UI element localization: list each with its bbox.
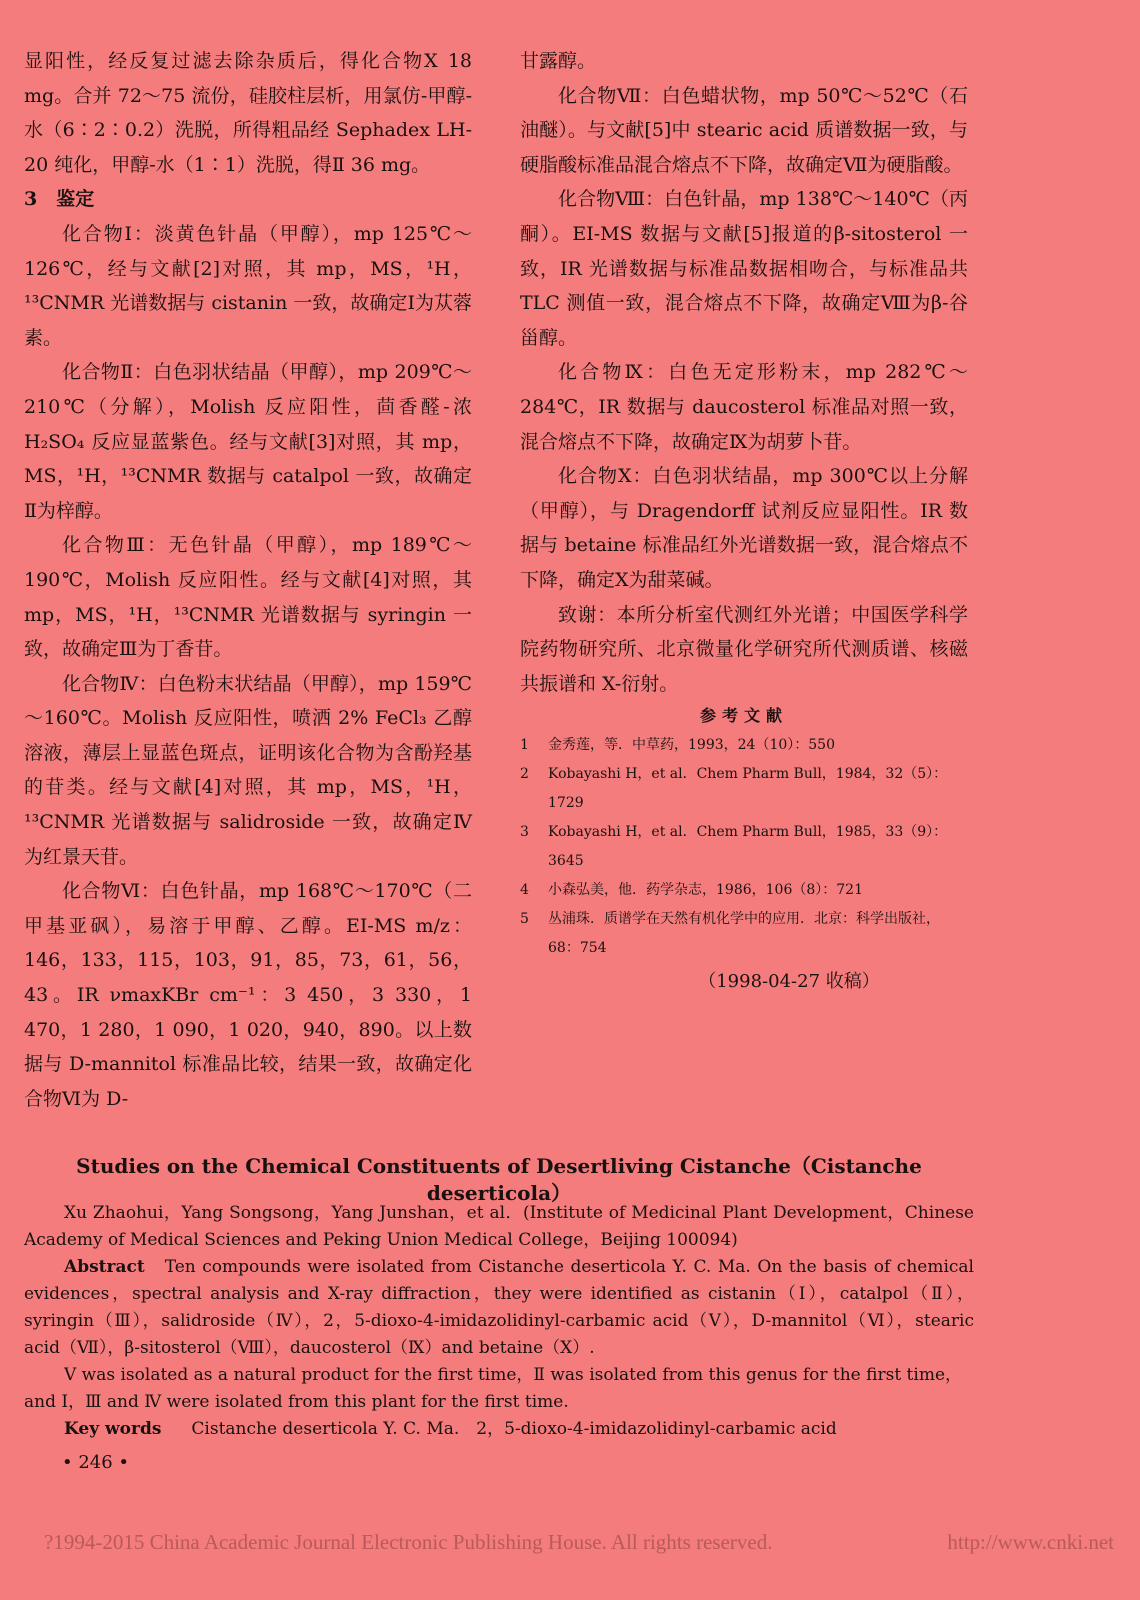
acknowledgement: 致谢：本所分析室代测红外光谱；中国医学科学院药物研究所、北京微量化学研究所代测质谱、核磁共振谱和 X-衍射。 bbox=[520, 603, 968, 695]
english-keywords bbox=[24, 1416, 974, 1443]
english-abstract bbox=[24, 1254, 974, 1362]
received-date: （1998-04-27 收稿） bbox=[698, 971, 880, 993]
reference-item bbox=[520, 731, 968, 760]
reference-number: 2 bbox=[520, 766, 529, 783]
keywords-text: Cistanche deserticola Y. C. Ma. 2，5-dioxo-4-imidazolidinyl-carbamic acid bbox=[191, 1419, 837, 1439]
reference-item bbox=[520, 818, 968, 876]
references-list bbox=[520, 731, 968, 963]
reference-number: 4 bbox=[520, 882, 529, 899]
references-title: 参考文献 bbox=[699, 706, 788, 726]
compound-7-paragraph: 化合物Ⅶ：白色蜡状物，mp 50℃～52℃（石油醚）。与文献[5]中 stearic acid 质谱数据一致，与硬脂酸标准品混合熔点不下降，故确定Ⅶ为硬脂酸。 bbox=[520, 84, 968, 176]
compound-3-paragraph: 化合物Ⅲ：无色针晶（甲醇），mp 189℃～190℃，Molish 反应阳性。经与文献[4]对照，其 mp，MS，¹H，¹³CNMR 光谱数据与 syringin 一致，故确定Ⅲ为丁香苷。 bbox=[24, 534, 472, 661]
reference-item bbox=[520, 905, 968, 963]
compound-10-paragraph: 化合物Ⅹ：白色羽状结晶，mp 300℃以上分解（甲醇），与 Dragendorff 试剂反应显阳性。IR 数据与 betaine 标准品红外光谱数据一致，混合熔点不下降，确定Ⅹ为甜菜碱。 bbox=[520, 465, 968, 591]
copyright-text: ?1994-2015 China Academic Journal Electronic Publishing House. All rights reserved. bbox=[44, 1530, 773, 1554]
compound-2-paragraph: 化合物Ⅱ：白色羽状结晶（甲醇），mp 209℃～210℃（分解），Molish 反应阳性，茴香醛-浓 H₂SO₄ 反应显蓝紫色。经与文献[3]对照，其 mp，MS，¹H，¹³CNMR 数据与 catalpol 一致，故确定Ⅱ为梓醇。 bbox=[24, 361, 472, 522]
reference-text: Kobayashi H，et al．Chem Pharm Bull，1984，32（5）：1729 bbox=[548, 766, 948, 812]
right-column bbox=[520, 44, 968, 1001]
compound-1-paragraph: 化合物Ⅰ：淡黄色针晶（甲醇），mp 125℃～126℃，经与文献[2]对照，其 mp，MS，¹H，¹³CNMR 光谱数据与 cistanin 一致，故确定Ⅰ为苁蓉素。 bbox=[24, 222, 472, 349]
compound-6-paragraph: 化合物Ⅵ：白色针晶，mp 168℃～170℃（二甲基亚砜），易溶于甲醇、乙醇。EI-MS m/z：146，133，115，103，91，85，73，61，56，43。IR νmaxKBr cm⁻¹：3 450，3 330，1 470，1 280，1 090，1 020，940，890。以上数据与 D-mannitol 标准品比较，结果一致，故确定化合物Ⅵ为 D- bbox=[24, 880, 472, 1110]
reference-text: 金秀莲，等．中草药，1993，24（10）：550 bbox=[548, 737, 835, 754]
english-note: Ⅴ was isolated as a natural product for the first time，Ⅱ was isolated from this genus for the first time，and Ⅰ，Ⅲ and Ⅳ were isolated from this plant for the first time. bbox=[24, 1365, 963, 1412]
reference-number: 1 bbox=[520, 737, 529, 754]
reference-text: 小森弘美，他．药学杂志，1986，106（8）：721 bbox=[548, 882, 863, 899]
compound-8-paragraph: 化合物Ⅷ：白色针晶，mp 138℃～140℃（丙酮）。EI-MS 数据与文献[5]报道的β-sitosterol 一致，IR 光谱数据与标准品数据相吻合，与标准品共 TLC 测值一致，混合熔点不下降，故确定Ⅷ为β-谷甾醇。 bbox=[520, 188, 968, 349]
footer-url[interactable]: http://www.cnki.net bbox=[947, 1530, 1114, 1554]
body-paragraph: 甘露醇。 bbox=[520, 50, 597, 72]
abstract-label: Abstract bbox=[64, 1257, 145, 1277]
english-title: Studies on the Chemical Constituents of Desertliving Cistanche（Cistanche deserticola） bbox=[76, 1154, 922, 1205]
compound-9-paragraph: 化合物Ⅸ：白色无定形粉末，mp 282℃～284℃，IR 数据与 daucosterol 标准品对照一致，混合熔点不下降，故确定Ⅸ为胡萝卜苷。 bbox=[520, 361, 968, 453]
keywords-label: Key words bbox=[64, 1419, 162, 1439]
english-authors: Xu Zhaohui，Yang Songsong，Yang Junshan，et al．(Institute of Medicinal Plant Development，Chinese Academy of Medical Sciences and Peking Union Medical College，Beijing 100094) bbox=[24, 1203, 974, 1250]
footer bbox=[44, 1530, 1114, 1555]
compound-4-paragraph: 化合物Ⅳ：白色粉末状结晶（甲醇），mp 159℃～160℃。Molish 反应阳性，喷洒 2% FeCl₃ 乙醇溶液，薄层上显蓝色斑点，证明该化合物为含酚羟基的苷类。经与文献[4]对照，其 mp，MS，¹H，¹³CNMR 光谱数据与 salidroside 一致，故确定Ⅳ为红景天苷。 bbox=[24, 672, 472, 868]
page-number: • 246 • bbox=[62, 1452, 130, 1473]
reference-item bbox=[520, 760, 968, 818]
reference-item bbox=[520, 876, 968, 905]
reference-text: Kobayashi H，et al．Chem Pharm Bull，1985，33（9）：3645 bbox=[548, 824, 948, 870]
abstract-text: Ten compounds were isolated from Cistanche deserticola Y. C. Ma. On the basis of chemical evidences，spectral analysis and X-ray diffraction，they were identified as cistanin（Ⅰ），catalpol（Ⅱ），syringin（Ⅲ），salidroside（Ⅳ），2，5-dioxo-4-imidazolidinyl-carbamic acid（Ⅴ），D-mannitol（Ⅵ），stearic acid（Ⅶ），β-sitosterol（Ⅷ），daucosterol（Ⅸ）and betaine（Ⅹ）. bbox=[24, 1257, 974, 1358]
reference-text: 丛浦珠．质谱学在天然有机化学中的应用．北京：科学出版社，68：754 bbox=[548, 911, 940, 957]
reference-number: 5 bbox=[520, 911, 529, 928]
body-paragraph: 显阳性，经反复过滤去除杂质后，得化合物Ⅹ 18 mg。合并 72～75 流份，硅胶柱层析，用氯仿-甲醇-水（6∶2∶0.2）洗脱，所得粗品经 Sephadex LH-20 纯化，甲醇-水（1∶1）洗脱，得Ⅱ 36 mg。 bbox=[24, 50, 472, 176]
section-heading: 3 鉴定 bbox=[24, 188, 95, 211]
reference-number: 3 bbox=[520, 824, 529, 841]
left-column bbox=[24, 44, 472, 1116]
